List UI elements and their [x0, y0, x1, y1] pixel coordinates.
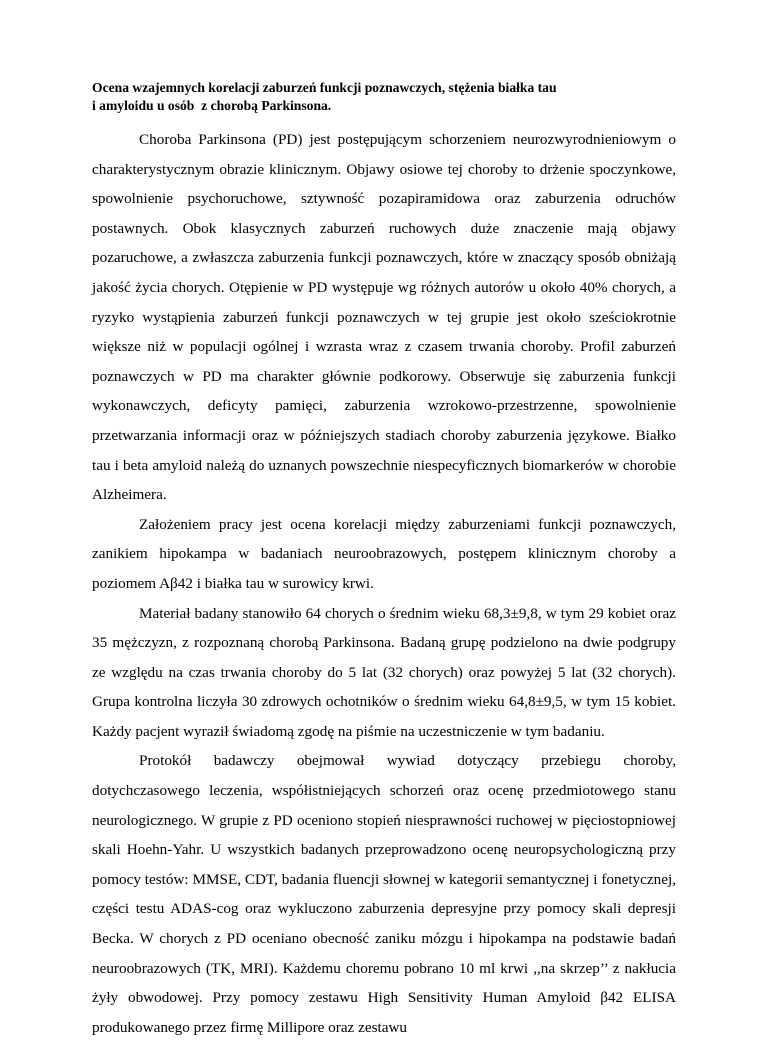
title-line-2: i amyloidu u osób z chorobą Parkinsona.: [92, 98, 332, 113]
paragraph-aim: Założeniem pracy jest ocena korelacji między zaburzeniami funkcji poznawczych, zanikiem hipokampa w badaniach neuroobrazowych, postępem klinicznym choroby a poziomem Aβ42 i białka tau w surowicy krwi.: [92, 515, 676, 592]
title-line-1: Ocena wzajemnych korelacji zaburzeń funkcji poznawczych, stężenia białka tau: [92, 80, 557, 95]
paragraph-protocol: Protokół badawczy obejmował wywiad dotyczący przebiegu choroby, dotychczasowego leczenia, współistniejących schorzeń oraz ocenę przedmiotowego stanu neurologicznego. W grupie z PD oceniono stopień niesprawności ruchowej w pięciostopniowej skali Hoehn-Yahr. U wszystkich badanych przeprowadzono ocenę neuropsychologiczną przy pomocy testów: MMSE, CDT, badania fluencji słownej w kategorii semantycznej i fonetycznej, części testu ADAS-cog oraz wykluczono zaburzenia depresyjne przy pomocy skali depresji Becka. W chorych z PD oceniano obecność zaniku mózgu i hipokampa na podstawie badań neuroobrazowych (TK, MRI). Każdemu choremu pobrano 10 ml krwi ,,na skrzep’’ z nakłucia żyły obwodowej. Przy pomocy zestawu High Sensitivity Human Amyloid β42 ELISA produkowanego przez firmę Millipore oraz zestawu: [92, 752, 676, 1036]
document-page: [92, 79, 676, 1042]
paragraph-material: Materiał badany stanowiło 64 chorych o średnim wieku 68,3±9,8, w tym 29 kobiet oraz 35 mężczyzn, z rozpoznaną chorobą Parkinsona. Badaną grupę podzielono na dwie podgrupy ze względu na czas trwania choroby do 5 lat (32 chorych) oraz powyżej 5 lat (32 chorych). Grupa kontrolna liczyła 30 zdrowych ochotników o średnim wieku 64,8±9,5, w tym 15 kobiet. Każdy pacjent wyraził świadomą zgodę na piśmie na uczestniczenie w tym badaniu.: [92, 604, 676, 740]
document-title: [92, 79, 676, 115]
paragraph-intro: Choroba Parkinsona (PD) jest postępującym schorzeniem neurozwyrodnieniowym o charakterystycznym obrazie klinicznym. Objawy osiowe tej choroby to drżenie spoczynkowe, spowolnienie psychoruchowe, sztywność pozapiramidowa oraz zaburzenia odruchów postawnych. Obok klasycznych zaburzeń ruchowych duże znaczenie mają objawy pozaruchowe, a zwłaszcza zaburzenia funkcji poznawczych, które w znaczący sposób obniżają jakość życia chorych. Otępienie w PD występuje wg różnych autorów u około 40% chorych, a ryzyko wystąpienia zaburzeń funkcji poznawczych w tej grupie jest około sześciokrotnie większe niż w populacji ogólnej i wzrasta wraz z czasem trwania choroby. Profil zaburzeń poznawczych w PD ma charakter głównie podkorowy. Obserwuje się zaburzenia funkcji wykonawczych, deficyty pamięci, zaburzenia wzrokowo-przestrzenne, spowolnienie przetwarzania informacji oraz w późniejszych stadiach choroby zaburzenia językowe. Białko tau i beta amyloid należą do uznanych powszechnie niespecyficznych biomarkerów w chorobie Alzheimera.: [92, 131, 676, 504]
